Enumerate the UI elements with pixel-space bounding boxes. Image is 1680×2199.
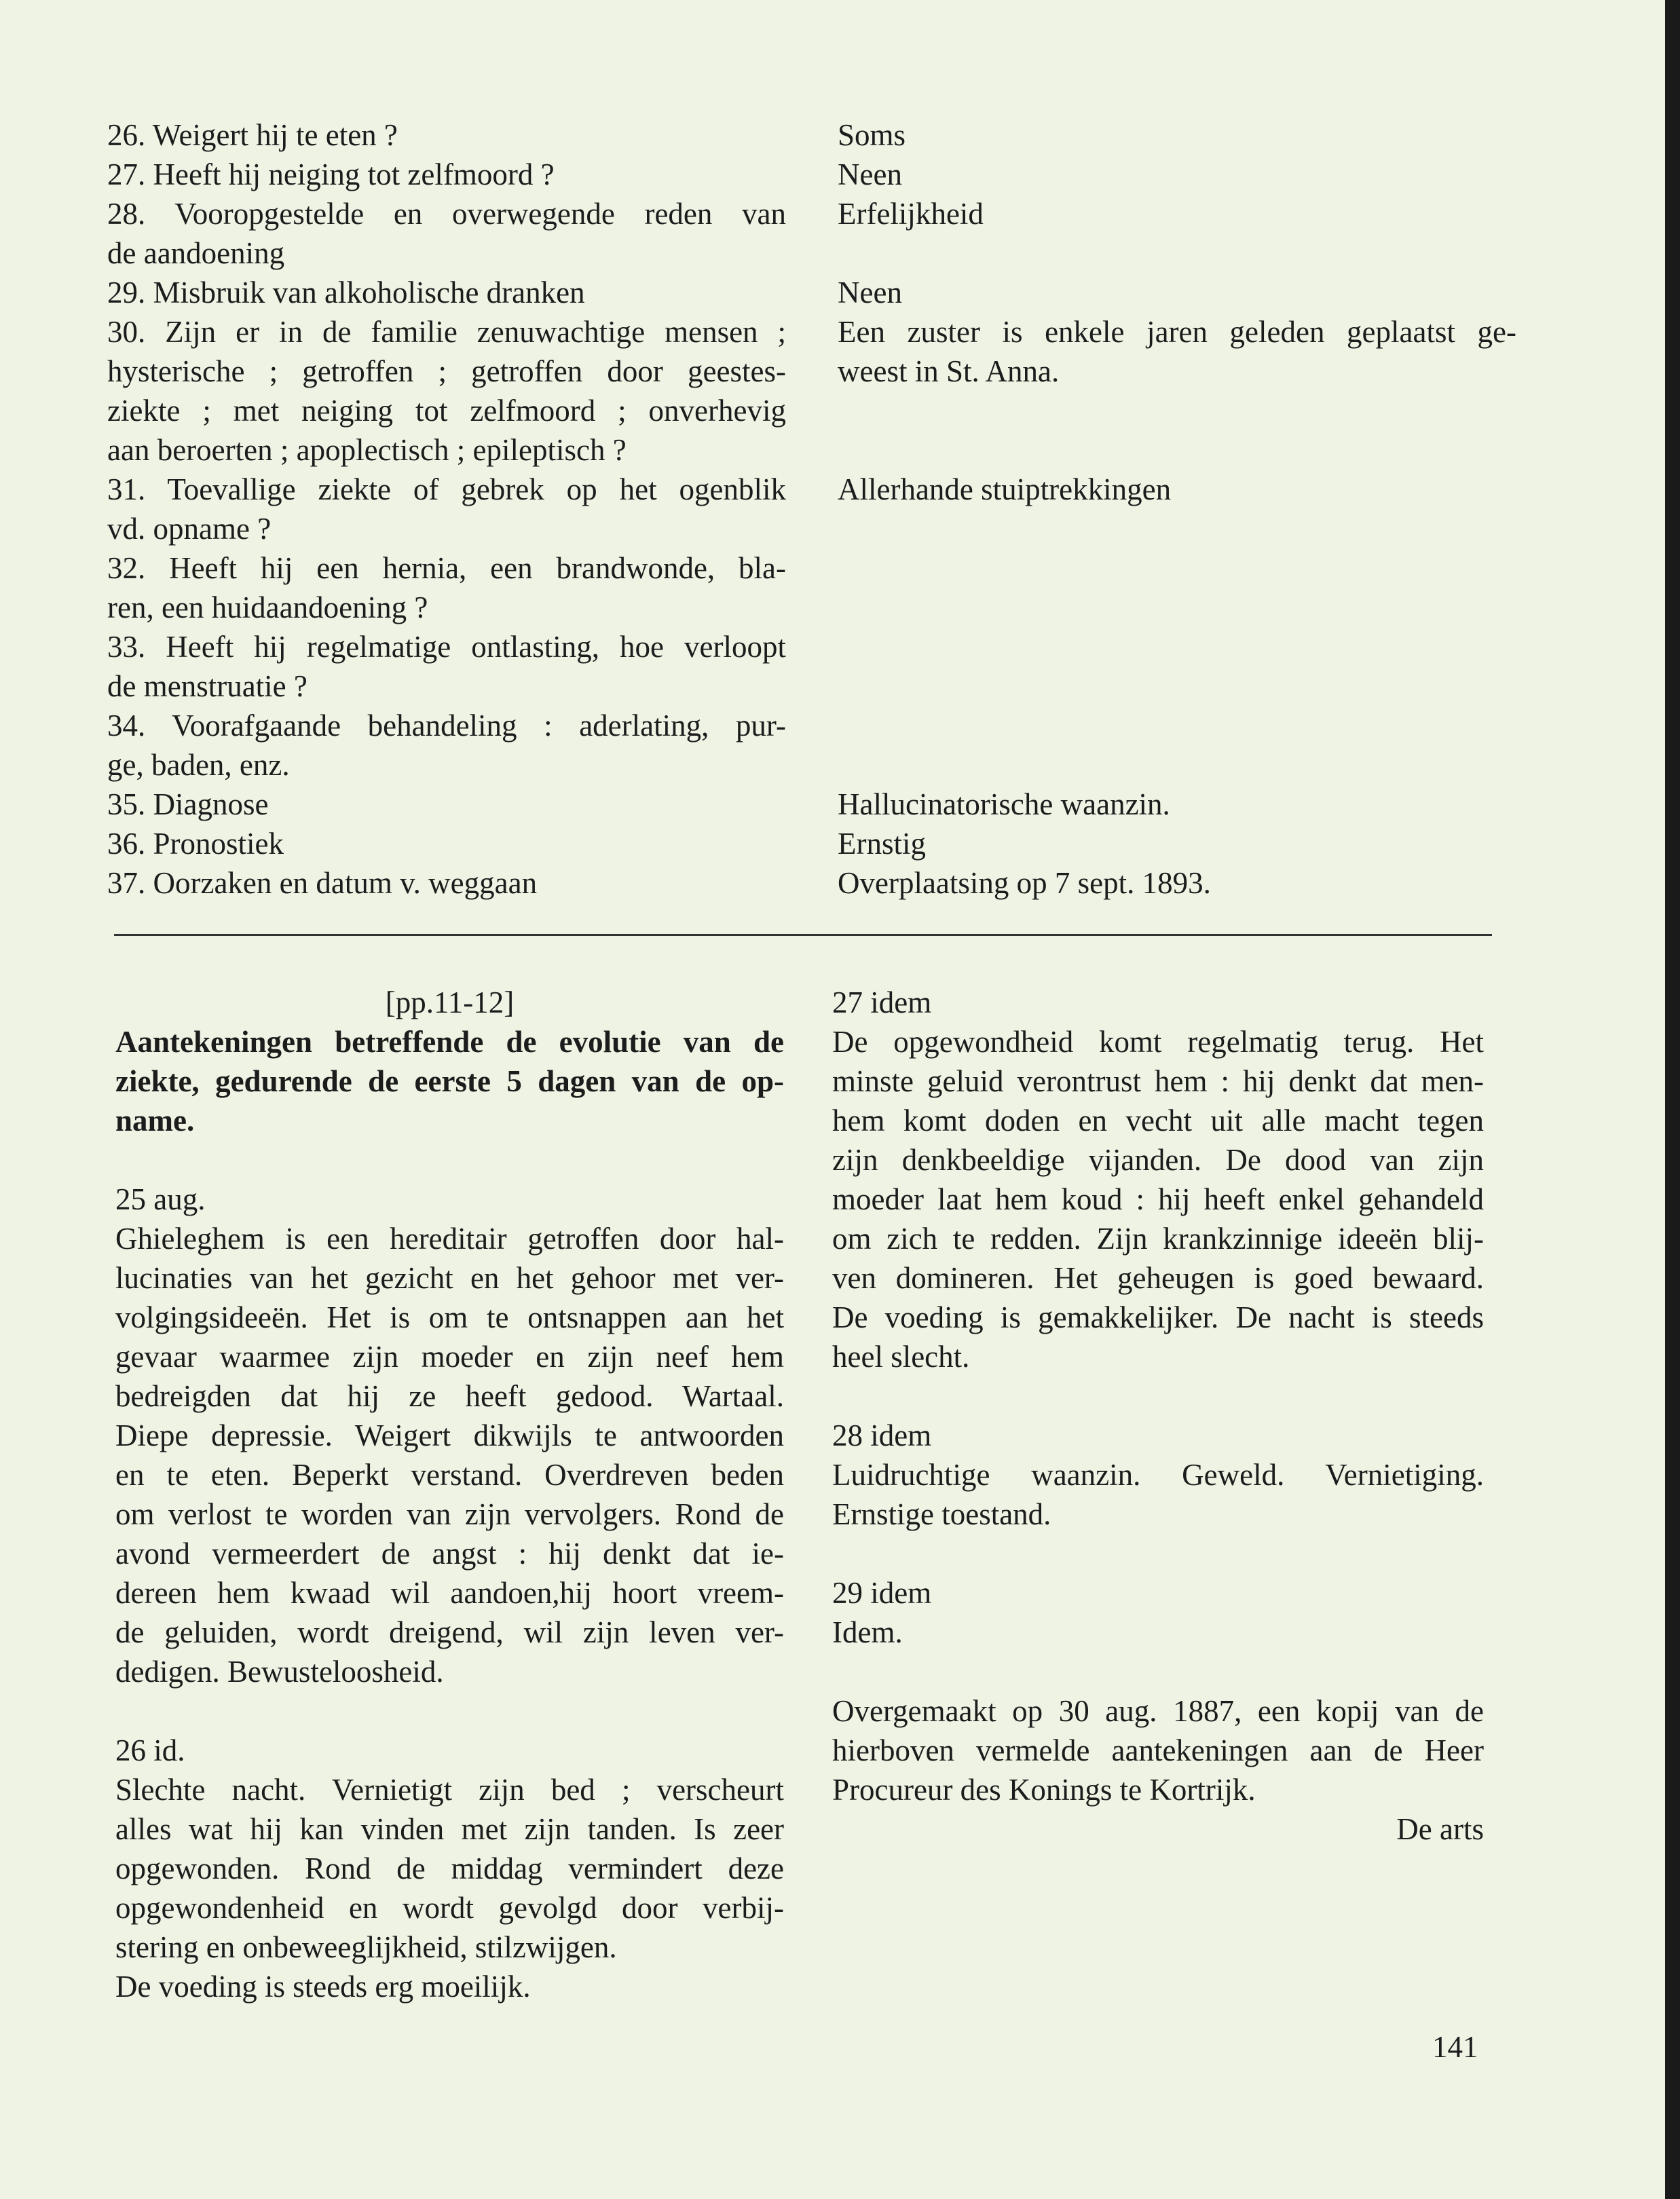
question-line: ge, baden, enz. xyxy=(107,748,290,782)
entry-line: De voeding is gemakkelijker. De nacht is steeds xyxy=(832,1300,1484,1334)
entry-line: dereen hem kwaad wil aandoen,hij hoort vreem- xyxy=(115,1576,784,1610)
entry-line: Diepe depressie. Weigert dikwijls te antwoorden xyxy=(115,1418,784,1452)
notes-left-column xyxy=(115,983,784,2006)
closing-line: hierboven vermelde aantekeningen aan de Heer xyxy=(832,1733,1484,1767)
entry-date: 27 idem xyxy=(832,985,932,1019)
question-line: aan beroerten ; apoplectisch ; epileptisch ? xyxy=(107,433,627,467)
answer-line: Erfelijkheid xyxy=(838,197,984,231)
entry-line: De voeding is steeds erg moeilijk. xyxy=(115,1970,531,2004)
notes-right-column xyxy=(832,983,1484,1849)
answer-line xyxy=(838,430,1516,470)
entry-line: minste geluid verontrust hem : hij denkt dat men- xyxy=(832,1064,1484,1098)
entry-line: Luidruchtige waanzin. Geweld. Vernietiging. xyxy=(832,1458,1484,1492)
question-line: 34. Voorafgaande behandeling : aderlating, pur- xyxy=(107,709,786,743)
question-line: 29. Misbruik van alkoholische dranken xyxy=(107,276,585,309)
answer-line xyxy=(838,666,1516,706)
entry-line: om zich te redden. Zijn krankzinnige ideeën blij- xyxy=(832,1222,1484,1256)
answer-line: Allerhande stuiptrekkingen xyxy=(838,472,1172,506)
entry-line: volgingsideeën. Het is om te ontsnappen aan het xyxy=(115,1300,784,1334)
entry-line: gevaar waarmee zijn moeder en zijn neef hem xyxy=(115,1340,784,1374)
question-line: vd. opname ? xyxy=(107,512,272,546)
entry-date: 29 idem xyxy=(832,1576,932,1610)
page-number: 141 xyxy=(1432,2030,1478,2064)
question-line: de aandoening xyxy=(107,236,285,270)
entry-date: 28 idem xyxy=(832,1418,932,1452)
scan-edge xyxy=(1665,0,1680,2199)
notes-heading: ziekte, gedurende de eerste 5 dagen van de op- xyxy=(115,1064,784,1098)
answer-line: Een zuster is enkele jaren geleden geplaatst ge- xyxy=(838,315,1516,349)
entry-line: ven domineren. Het geheugen is goed bewaard. xyxy=(832,1261,1484,1295)
notes-heading: Aantekeningen betreffende de evolutie van de xyxy=(115,1025,784,1059)
question-line: 36. Pronostiek xyxy=(107,827,284,861)
question-line: 28. Vooropgestelde en overwegende reden van xyxy=(107,197,786,231)
entry-line: moeder laat hem koud : hij heeft enkel gehandeld xyxy=(832,1182,1484,1216)
entry-line: bedreigden dat hij ze heeft gedood. Wartaal. xyxy=(115,1379,784,1413)
answer-line xyxy=(838,548,1516,588)
question-line: 31. Toevallige ziekte of gebrek op het ogenblik xyxy=(107,472,786,506)
answer-line xyxy=(838,588,1516,627)
question-line: 33. Heeft hij regelmatige ontlasting, hoe verloopt xyxy=(107,630,786,664)
answer-line xyxy=(838,627,1516,666)
closing-line: Procureur des Konings te Kortrijk. xyxy=(832,1773,1256,1807)
answer-line: Overplaatsing op 7 sept. 1893. xyxy=(838,866,1211,900)
question-line: 30. Zijn er in de familie zenuwachtige mensen ; xyxy=(107,315,786,349)
entry-line: heel slecht. xyxy=(832,1340,970,1374)
question-line: 27. Heeft hij neiging tot zelfmoord ? xyxy=(107,157,555,191)
closing-line: Overgemaakt op 30 aug. 1887, een kopij van de xyxy=(832,1694,1484,1728)
signature: De arts xyxy=(1396,1812,1484,1846)
question-line: hysterische ; getroffen ; getroffen door geestes- xyxy=(107,354,786,388)
entry-date: 26 id. xyxy=(115,1733,185,1767)
entry-line: opgewonden. Rond de middag vermindert deze xyxy=(115,1852,784,1885)
answer-line xyxy=(838,745,1516,785)
entry-line: alles wat hij kan vinden met zijn tanden. Is zeer xyxy=(115,1812,784,1846)
question-line: ziekte ; met neiging tot zelfmoord ; onverhevig xyxy=(107,394,786,428)
answer-line: weest in St. Anna. xyxy=(838,354,1060,388)
entry-date: 25 aug. xyxy=(115,1182,206,1216)
section-divider xyxy=(114,934,1492,936)
answer-line: Neen xyxy=(838,157,902,191)
answer-line: Hallucinatorische waanzin. xyxy=(838,787,1170,821)
answer-line xyxy=(838,706,1516,745)
answer-line xyxy=(838,233,1516,273)
question-line: 37. Oorzaken en datum v. weggaan xyxy=(107,866,538,900)
entry-line: en te eten. Beperkt verstand. Overdreven beden xyxy=(115,1458,784,1492)
answer-line xyxy=(838,509,1516,548)
notes-heading: name. xyxy=(115,1104,195,1138)
question-line: ren, een huidaandoening ? xyxy=(107,590,428,624)
entry-line: lucinaties van het gezicht en het gehoor met ver- xyxy=(115,1261,784,1295)
entry-line: Ernstige toestand. xyxy=(832,1497,1051,1531)
entry-line: De opgewondheid komt regelmatig terug. Het xyxy=(832,1025,1484,1059)
entry-line: om verlost te worden van zijn vervolgers. Rond de xyxy=(115,1497,784,1531)
entry-line: zijn denkbeeldige vijanden. De dood van zijn xyxy=(832,1143,1484,1177)
page-reference: [pp.11-12] xyxy=(385,985,515,1019)
entry-line: dedigen. Bewusteloosheid. xyxy=(115,1655,444,1689)
question-line: 26. Weigert hij te eten ? xyxy=(107,118,398,152)
questionnaire-questions xyxy=(107,115,786,903)
entry-line: Slechte nacht. Vernietigt zijn bed ; verscheurt xyxy=(115,1773,784,1807)
question-line: 35. Diagnose xyxy=(107,787,269,821)
entry-line: de geluiden, wordt dreigend, wil zijn leven ver- xyxy=(115,1615,784,1649)
entry-line: avond vermeerdert de angst : hij denkt dat ie- xyxy=(115,1537,784,1571)
question-line: 32. Heeft hij een hernia, een brandwonde, bla- xyxy=(107,551,786,585)
entry-line: Ghieleghem is een hereditair getroffen door hal- xyxy=(115,1222,784,1256)
answer-line: Soms xyxy=(838,118,906,152)
questionnaire-answers xyxy=(838,115,1516,903)
answer-line xyxy=(838,391,1516,430)
question-line: de menstruatie ? xyxy=(107,669,307,703)
entry-line: hem komt doden en vecht uit alle macht tegen xyxy=(832,1104,1484,1138)
entry-line: stering en onbeweeglijkheid, stilzwijgen. xyxy=(115,1930,617,1964)
answer-line: Neen xyxy=(838,276,902,309)
answer-line: Ernstig xyxy=(838,827,926,861)
entry-line: Idem. xyxy=(832,1615,903,1649)
entry-line: opgewondenheid en wordt gevolgd door verbij- xyxy=(115,1891,784,1925)
